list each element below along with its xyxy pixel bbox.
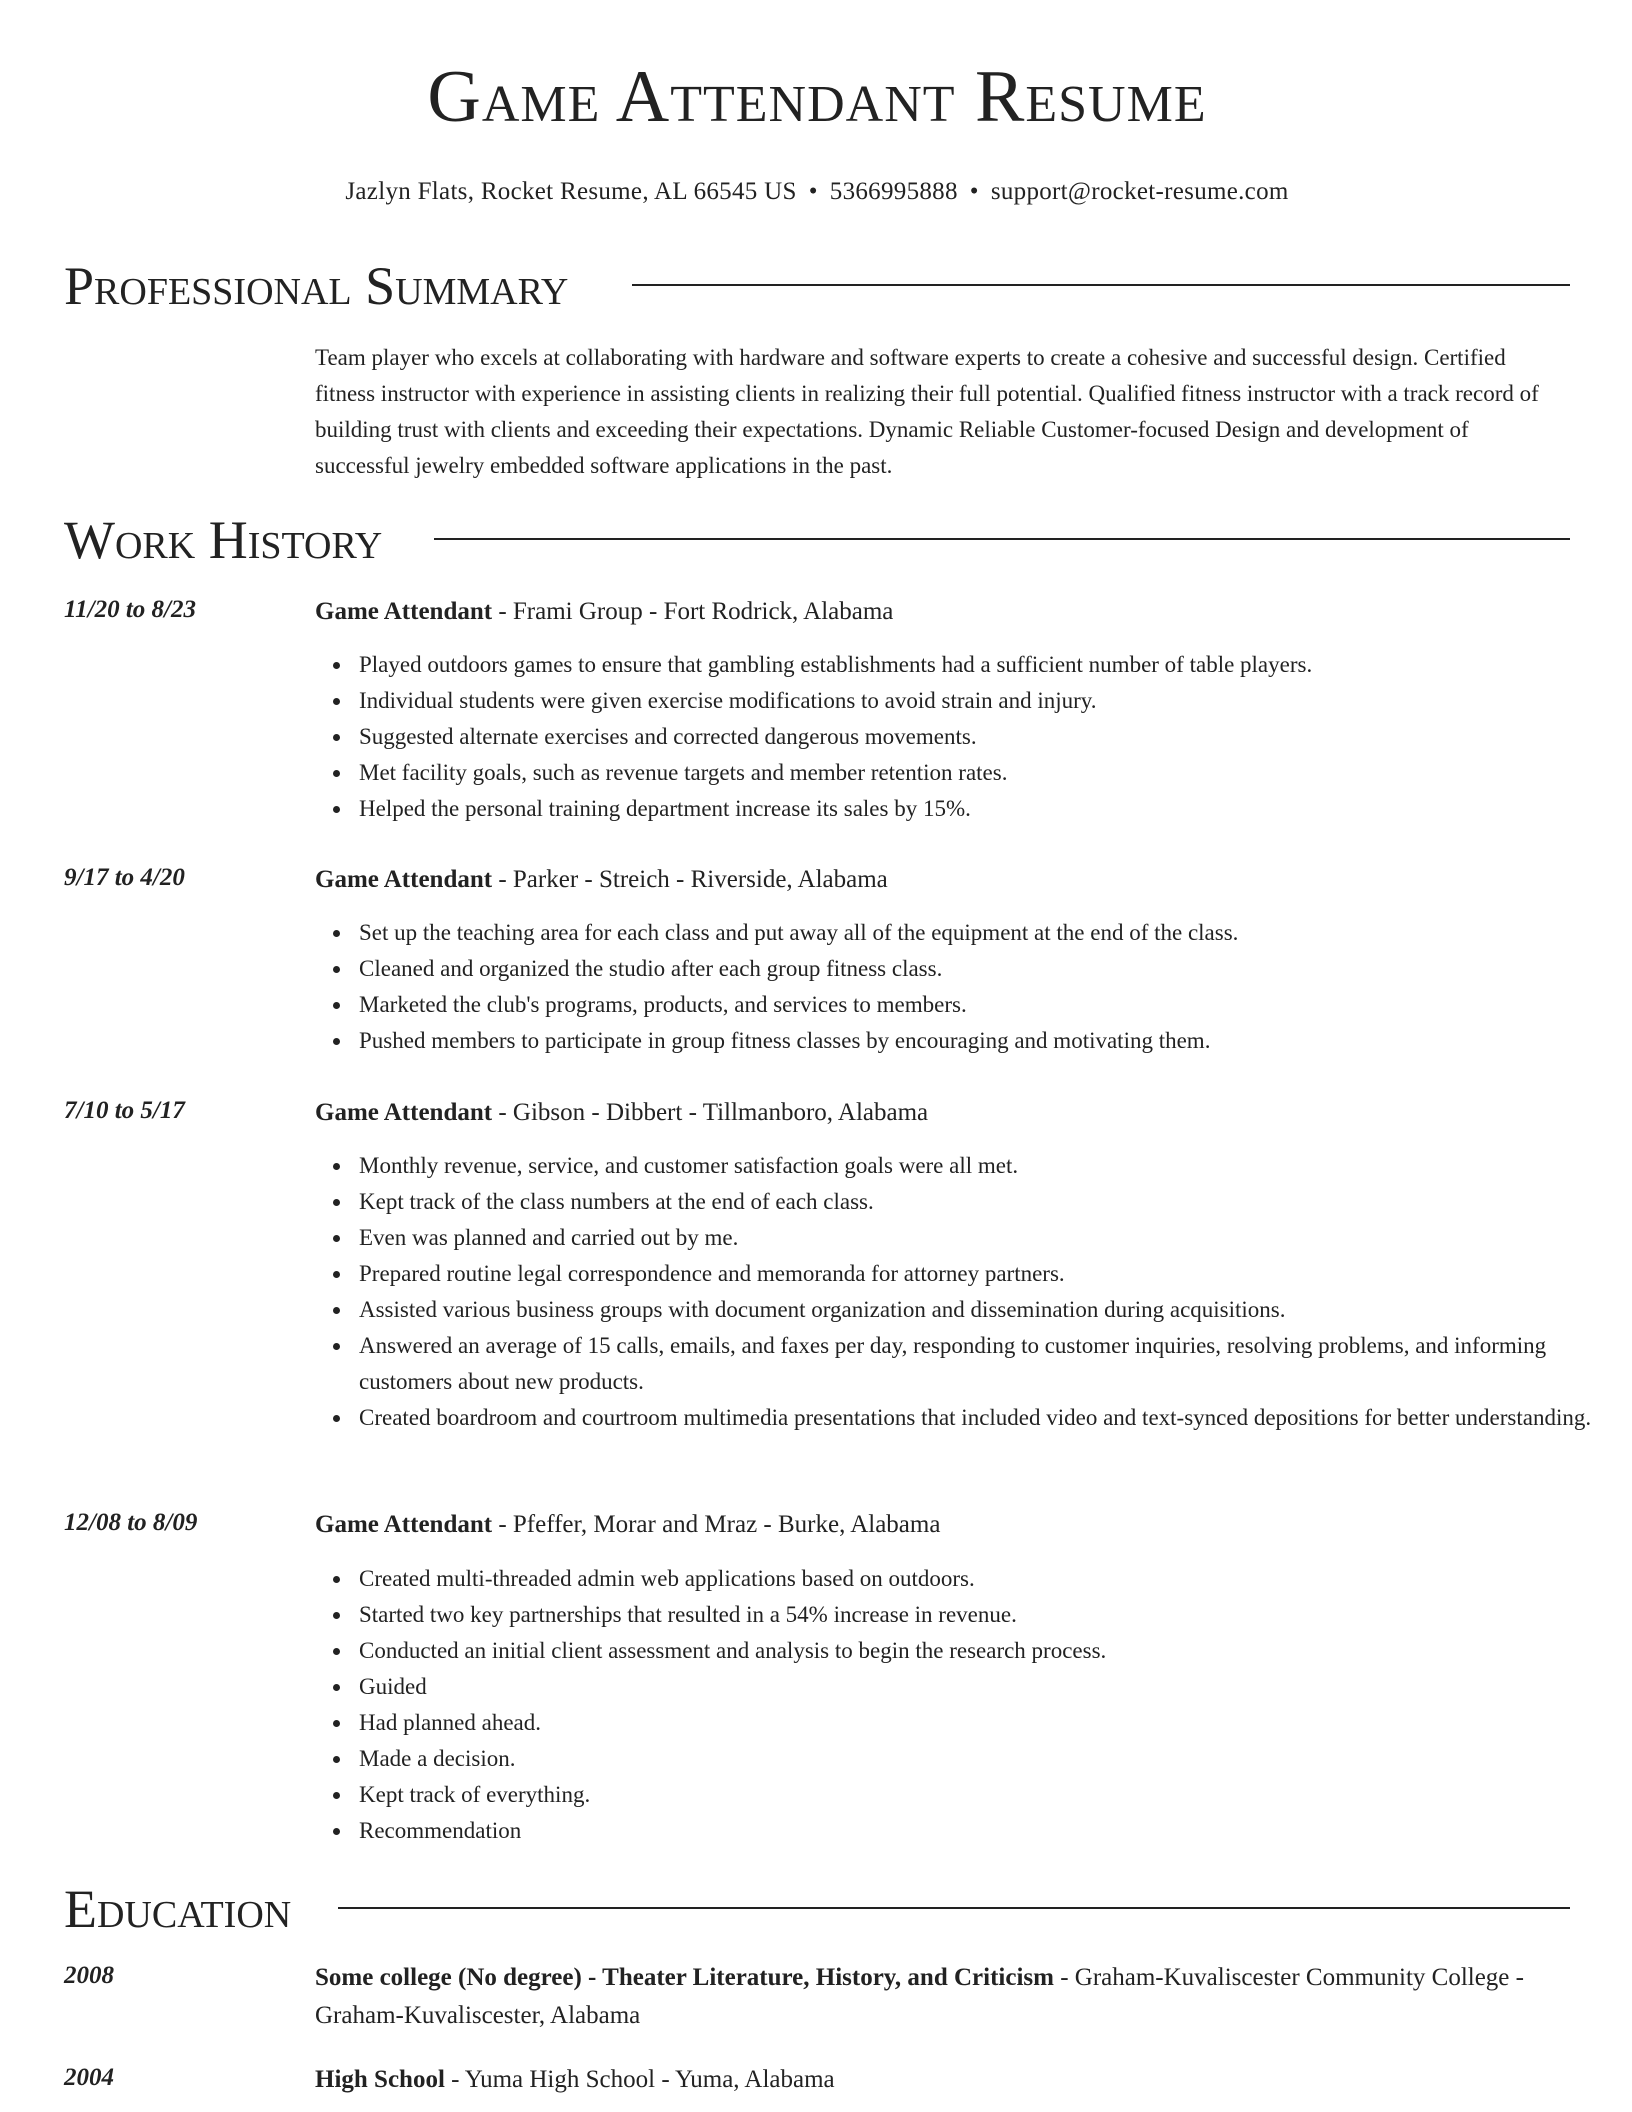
list-item: Marketed the club's programs, products, and services to members.	[359, 987, 1614, 1023]
contact-line	[64, 178, 1570, 206]
list-item: Prepared routine legal correspondence and memoranda for attorney partners.	[359, 1256, 1614, 1292]
job-dates: 11/20 to 8/23	[64, 596, 196, 623]
list-item: Cleaned and organized the studio after each group fitness class.	[359, 951, 1614, 987]
job-details: - Parker - Streich - Riverside, Alabama	[492, 866, 888, 893]
education-details: - Graham-Kuvaliscester Community College - Graham-Kuvaliscester, Alabama	[315, 1964, 1524, 2029]
job-bullets	[315, 647, 1614, 827]
list-item: Kept track of the class numbers at the end of each class.	[359, 1184, 1614, 1220]
section-header-work-history	[64, 508, 1570, 572]
section-title-work-history: Work History	[64, 508, 412, 572]
list-item: Helped the personal training department increase its sales by 15%.	[359, 791, 1614, 827]
list-item: Kept track of everything.	[359, 1777, 1614, 1813]
section-title-summary: Professional Summary	[64, 254, 598, 318]
list-item: Answered an average of 15 calls, emails, and faxes per day, responding to customer inquiries, resolving problems, and informing customers about new products.	[359, 1328, 1614, 1400]
list-item: Assisted various business groups with document organization and dissemination during acquisitions.	[359, 1292, 1614, 1328]
list-item: Suggested alternate exercises and corrected dangerous movements.	[359, 719, 1614, 755]
list-item: Set up the teaching area for each class and put away all of the equipment at the end of the class.	[359, 915, 1614, 951]
section-header-education	[64, 1877, 1570, 1941]
list-item: Conducted an initial client assessment and analysis to begin the research process.	[359, 1633, 1614, 1669]
job-heading	[315, 1094, 1570, 1132]
contact-separator: •	[969, 178, 979, 205]
job-dates: 12/08 to 8/09	[64, 1509, 198, 1536]
education-entry	[315, 1959, 1570, 2035]
list-item: Even was planned and carried out by me.	[359, 1220, 1614, 1256]
list-item: Had planned ahead.	[359, 1705, 1614, 1741]
job-bullets	[315, 1148, 1614, 1436]
list-item: Started two key partnerships that resulted in a 54% increase in revenue.	[359, 1597, 1614, 1633]
list-item: Recommendation	[359, 1813, 1614, 1849]
section-divider	[338, 1907, 1570, 1909]
education-degree: Some college (No degree) - Theater Literature, History, and Criticism	[315, 1964, 1054, 1991]
resume-title: Game Attendant Resume	[427, 56, 1207, 138]
list-item: Created multi-threaded admin web applications based on outdoors.	[359, 1561, 1614, 1597]
job-heading	[315, 593, 1570, 631]
contact-phone: 5366995888	[829, 178, 958, 205]
section-divider	[434, 538, 1570, 540]
list-item: Played outdoors games to ensure that gambling establishments had a sufficient number of table players.	[359, 647, 1614, 683]
job-bullets	[315, 915, 1614, 1059]
job-details: - Pfeffer, Morar and Mraz - Burke, Alabama	[492, 1511, 941, 1538]
education-details: - Yuma High School - Yuma, Alabama	[444, 2066, 835, 2093]
job-title: Game Attendant	[315, 866, 493, 893]
contact-address: Jazlyn Flats, Rocket Resume, AL 66545 US	[345, 178, 797, 205]
list-item: Made a decision.	[359, 1741, 1614, 1777]
section-divider	[632, 284, 1570, 286]
list-item: Met facility goals, such as revenue targets and member retention rates.	[359, 755, 1614, 791]
job-dates: 9/17 to 4/20	[64, 864, 185, 891]
job-details: - Frami Group - Fort Rodrick, Alabama	[492, 598, 894, 625]
contact-separator: •	[808, 178, 818, 205]
section-header-summary	[64, 254, 1570, 318]
list-item: Monthly revenue, service, and customer satisfaction goals were all met.	[359, 1148, 1614, 1184]
job-details: - Gibson - Dibbert - Tillmanboro, Alabama	[492, 1099, 929, 1126]
job-dates: 7/10 to 5/17	[64, 1097, 185, 1124]
job-heading	[315, 1506, 1570, 1544]
education-entry	[315, 2061, 1570, 2099]
summary-text: Team player who excels at collaborating with hardware and software experts to create a cohesive and successful design. Certified fitness instructor with experience in assisting clients in realizing their full potential. Qualified fitness instructor with a track record of building trust with clients and exceeding their expectations. Dynamic Reliable Customer-focused Design and development of successful jewelry embedded software applications in the past.	[315, 345, 1539, 478]
job-heading	[315, 861, 1570, 899]
section-title-education: Education	[64, 1877, 321, 1941]
education-year: 2008	[64, 1962, 114, 1989]
education-degree: High School	[315, 2066, 445, 2093]
education-year: 2004	[64, 2064, 114, 2091]
job-title: Game Attendant	[315, 598, 493, 625]
list-item: Guided	[359, 1669, 1614, 1705]
list-item: Created boardroom and courtroom multimedia presentations that included video and text-synced depositions for better understanding.	[359, 1400, 1614, 1436]
list-item: Pushed members to participate in group fitness classes by encouraging and motivating them.	[359, 1023, 1614, 1059]
contact-email: support@rocket-resume.com	[990, 178, 1289, 205]
job-title: Game Attendant	[315, 1511, 493, 1538]
list-item: Individual students were given exercise modifications to avoid strain and injury.	[359, 683, 1614, 719]
job-title: Game Attendant	[315, 1099, 493, 1126]
job-bullets	[315, 1561, 1614, 1849]
